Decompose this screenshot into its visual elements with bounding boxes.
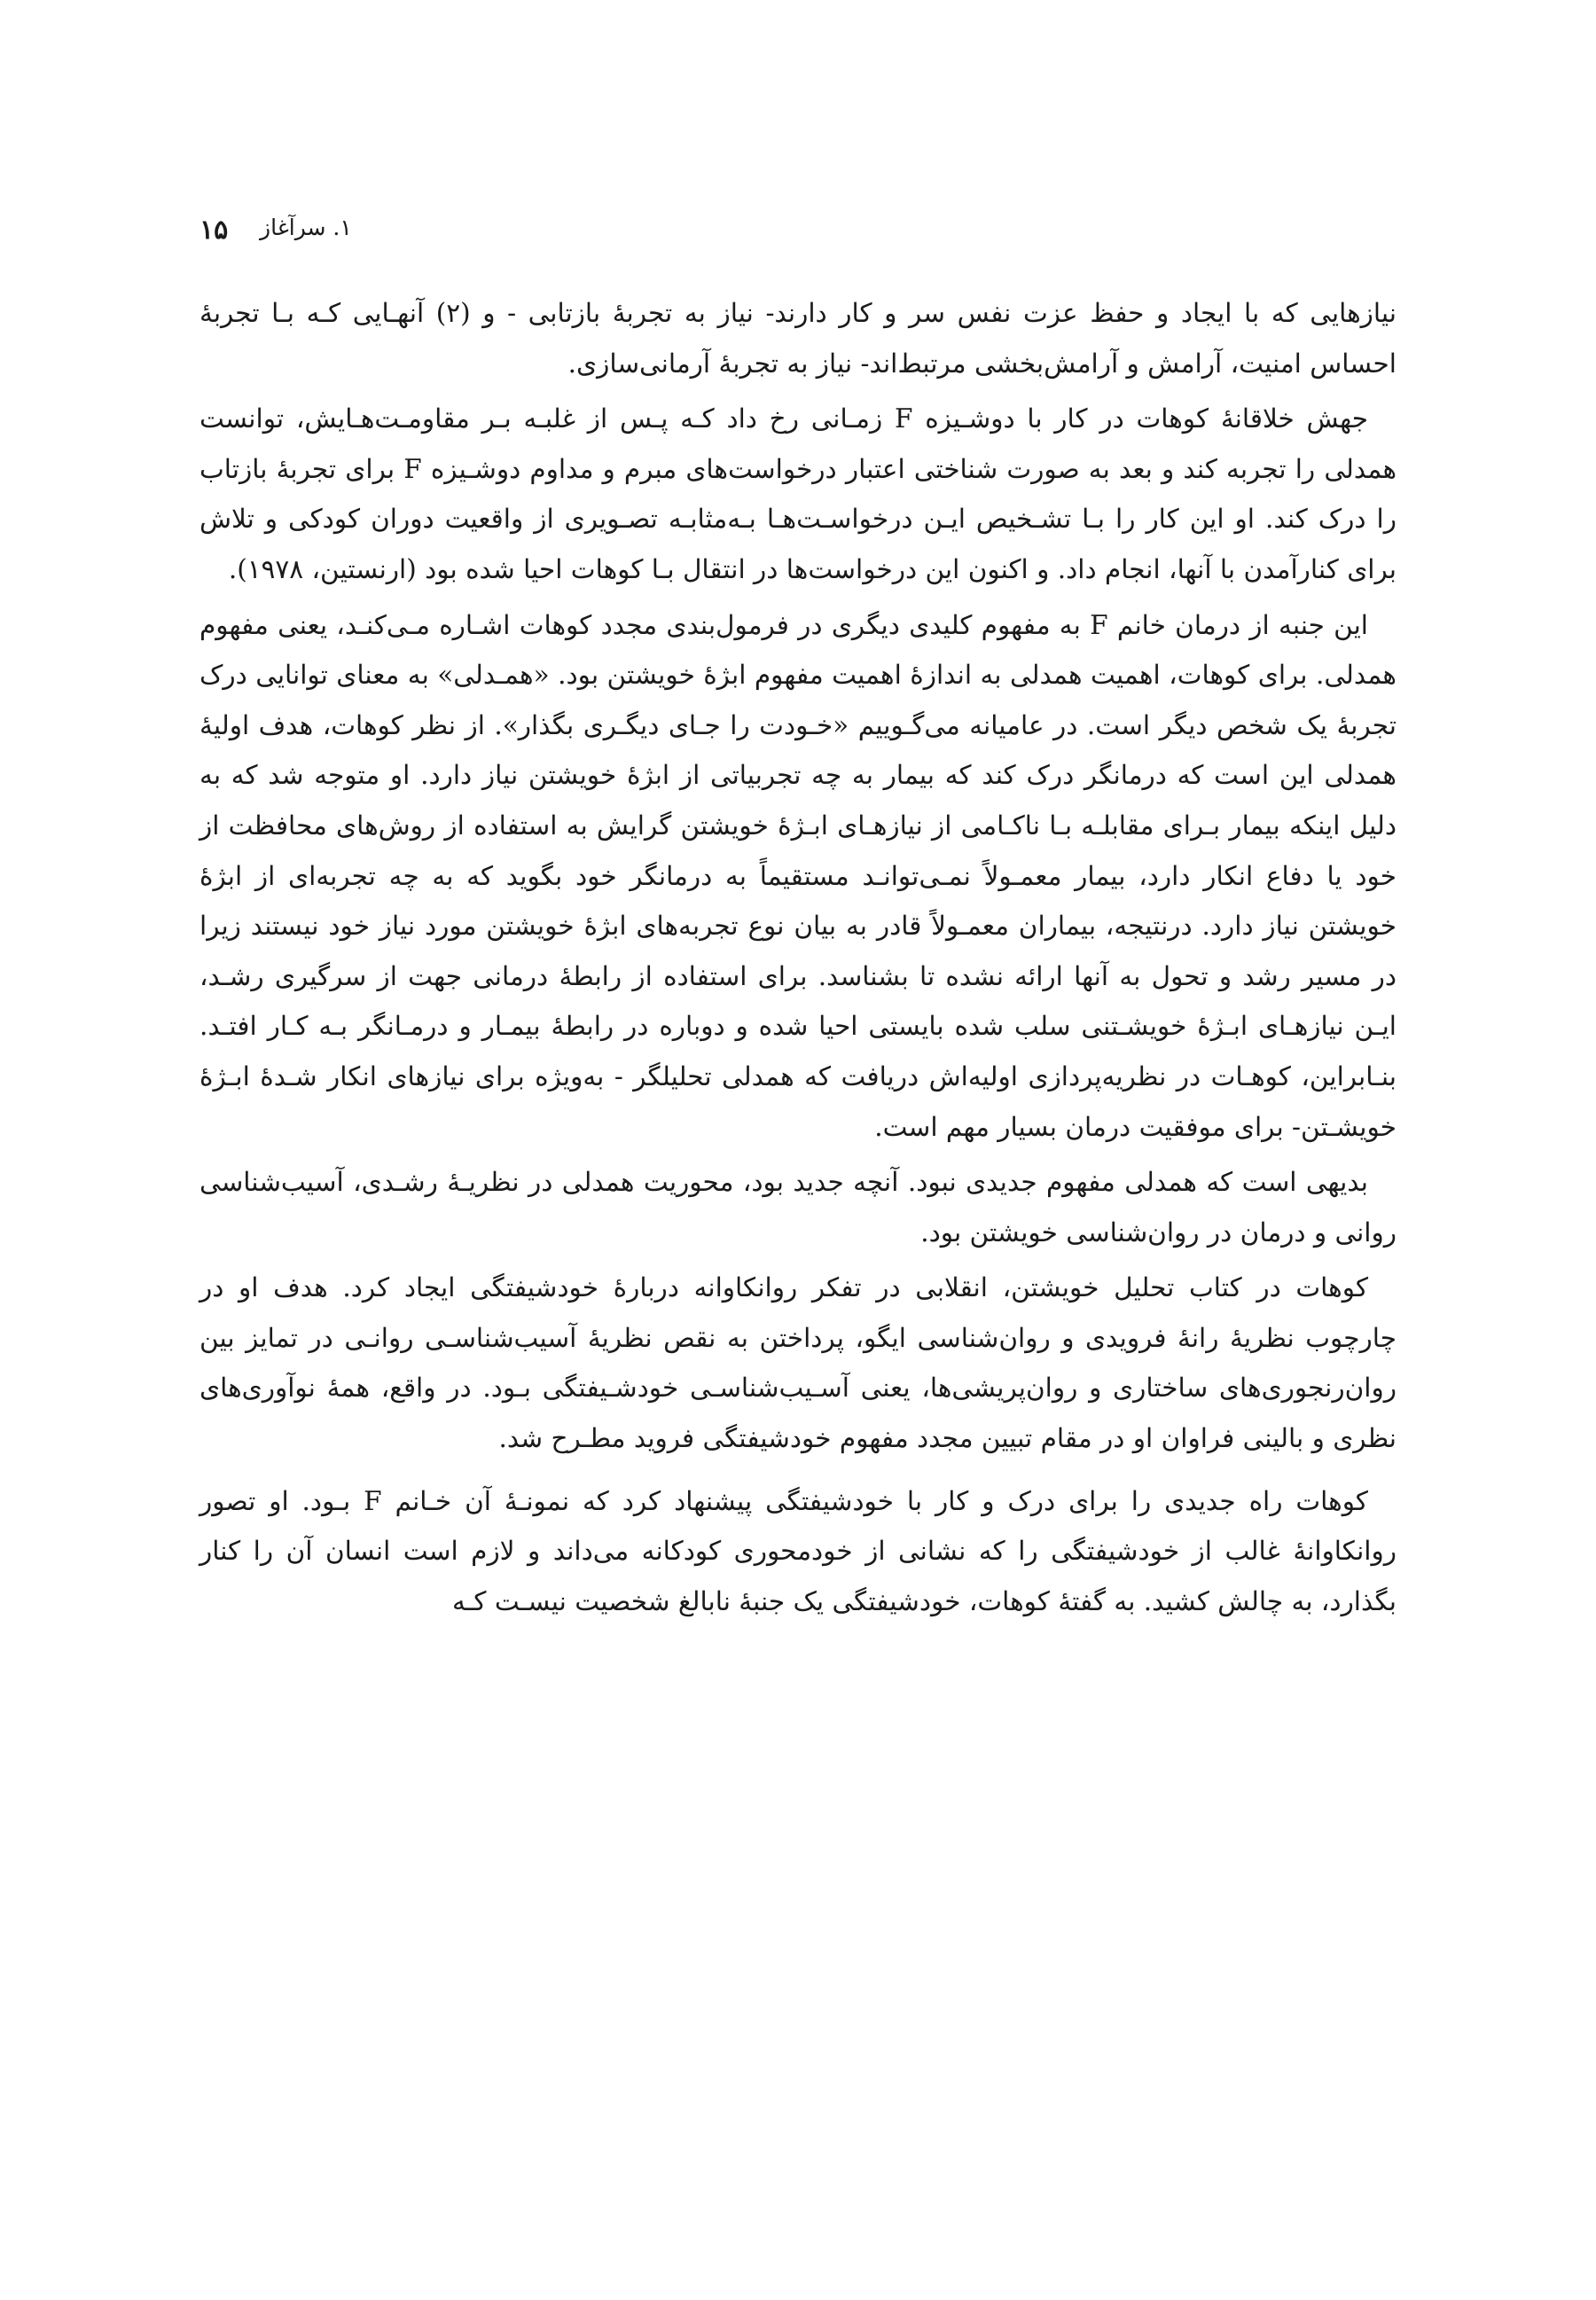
body-text bbox=[200, 288, 1396, 1626]
running-head bbox=[200, 215, 1396, 250]
paragraph: جهش خلاقانهٔ کوهات در کار با دوشـیزه F زمـانی رخ داد کـه پـس از غلبـه بـر مقاومـت‌هـایش، توانست همدلی را تجربه کند و بعد به صورت شناختی اعتبار درخواست‌های مبرم و مداوم دوشـیزه F برای تجربهٔ بازتاب را درک کند. او این کار را بـا تشـخیص ایـن درخواسـت‌هـا بـه‌مثابـه تصـویری از واقعیت دوران کودکی و تلاش برای کنارآمدن با آنها، انجام داد. و اکنون این درخواست‌ها در انتقال بـا کوهات احیا شده بود (ارنستین، ۱۹۷۸). bbox=[200, 403, 1396, 584]
paragraph: نیازهایی که با ایجاد و حفظ عزت نفس سر و کار دارند- نیاز به تجربهٔ بازتابی - و (۲) آنهـایی کـه بـا تجربهٔ احساس امنیت، آرامش و آرامش‌بخشی مرتبط‌اند- نیاز به تجربهٔ آرمانی‌سازی. bbox=[200, 298, 1396, 379]
paragraph: کوهات در کتاب تحلیل خویشتن، انقلابی در تفکر روانکاوانه دربارهٔ خودشیفتگی ایجاد کرد. هدف او در چارچوب نظریهٔ رانهٔ فرویدی و روان‌شناسی ایگو، پرداختن به نقص نظریهٔ آسیب‌شناسـی روانـی در تمایز بین روان‌رنجوری‌های ساختاری و روان‌پریشی‌ها، یعنی آسـیب‌شناسـی خودشـیفتگی بـود. در واقع، همهٔ نوآوری‌های نظری و بالینی فراوان او در مقام تبیین مجدد مفهوم خودشیفتگی فروید مطـرح شد. bbox=[200, 1272, 1396, 1454]
page-number: ۱۵ bbox=[200, 215, 229, 246]
chapter-title: ۱. سرآغاز bbox=[260, 215, 352, 240]
paragraph: کوهات راه جدیدی را برای درک و کار با خودشیفتگی پیشنهاد کرد که نمونـهٔ آن خـانم F بـود. او تصور روانکاوانهٔ غالب از خودشیفتگی را که نشانی از خودمحوری کودکانه می‌داند و لازم است انسان آن را کنار بگذارد، به چالش کشید. به گفتهٔ کوهات، خودشیفتگی یک جنبهٔ نابالغ شخصیت نیسـت کـه bbox=[200, 1485, 1396, 1616]
paragraph: این جنبه از درمان خانم F به مفهوم کلیدی دیگری در فرمول‌بندی مجدد کوهات اشـاره مـی‌کنـد، یعنی مفهوم همدلی. برای کوهات، اهمیت همدلی به اندازهٔ اهمیت مفهوم ابژهٔ خویشتن بود. «همـدلی» به معنای توانایی درک تجربهٔ یک شخص دیگر است. در عامیانه می‌گـوییم «خـودت را جـای دیگـری بگذار». از نظر کوهات، هدف اولیهٔ همدلی این است که درمانگر درک کند که بیمار به چه تجربیاتی از ابژهٔ خویشتن نیاز دارد. او متوجه شد که به دلیل اینکه بیمار بـرای مقابلـه بـا ناکـامی از نیازهـای ابـژهٔ خویشتن گرایش به استفاده از روش‌های محافظت از خود یا دفاع انکار دارد، بیمار معمـولاً نمـی‌توانـد مستقیماً به درمانگر خود بگوید که به چه تجربه‌ای از ابژهٔ خویشتن نیاز دارد. درنتیجه، بیماران معمـولاً قادر به بیان نوع تجربه‌های ابژهٔ خویشتن مورد نیاز خود نیستند زیرا در مسیر رشد و تحول به آنها ارائه نشده تا بشناسد. برای استفاده از رابطهٔ درمانی جهت از سرگیری رشـد، ایـن نیازهـای ابـژهٔ خویشـتنی سلب شده بایستی احیا شده و دوباره در رابطهٔ بیمـار و درمـانگر بـه کـار افتـد. بنـابراین، کوهـات در نظریه‌پردازی اولیه‌اش دریافت که همدلی تحلیلگر - به‌ویژه برای نیازهای انکار شـدهٔ ابـژهٔ خویشـتن- برای موفقیت درمان بسیار مهم است. bbox=[200, 609, 1396, 1142]
paragraph: بدیهی است که همدلی مفهوم جدیدی نبود. آنچه جدید بود، محوریت همدلی در نظریـهٔ رشـدی، آسیب‌شناسی روانی و درمان در روان‌شناسی خویشتن بود. bbox=[200, 1167, 1396, 1248]
